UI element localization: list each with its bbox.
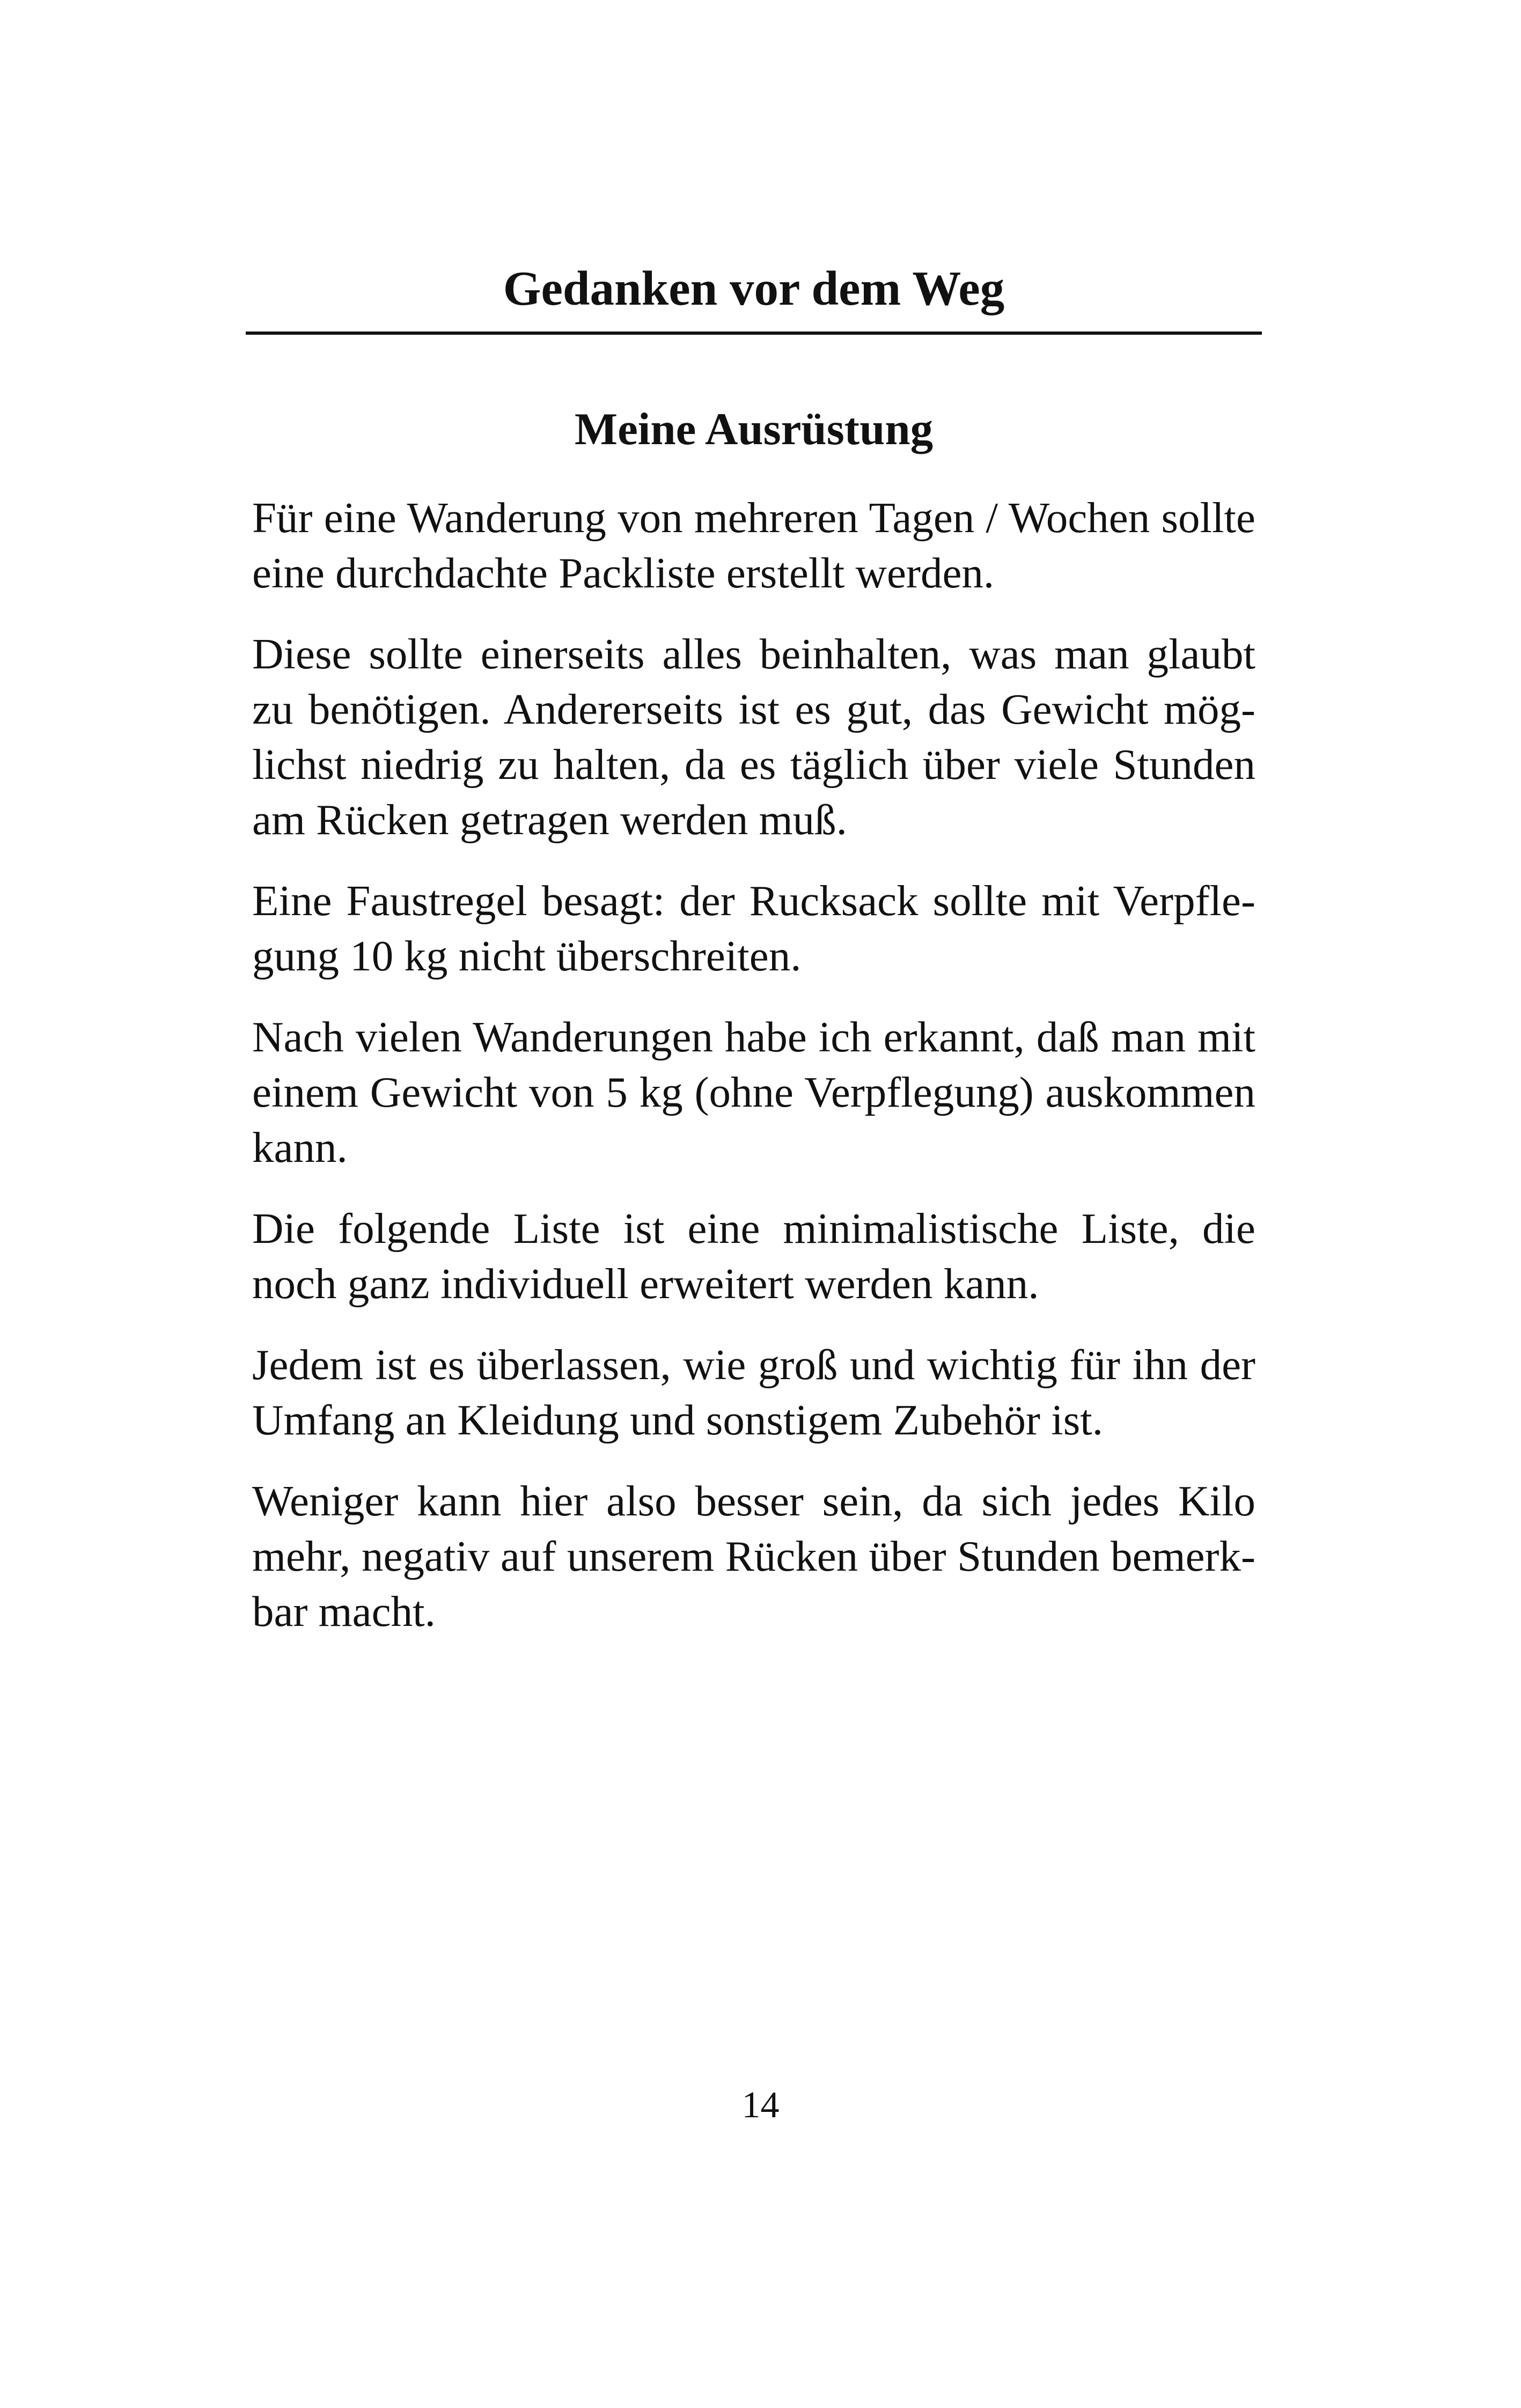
body-text: [252, 490, 1255, 1665]
header-rule: [246, 332, 1262, 335]
paragraph: Nach vielen Wanderungen habe ich erkannt, daß man mit einem Gewicht von 5 kg (ohne Verpflegung) auskommen kann.: [252, 1013, 1255, 1172]
section-title: Meine Ausrüstung: [574, 404, 934, 454]
paragraph: Für eine Wanderung von mehreren Tagen / Wochen sollte eine durchdachte Packliste erstellt werden.: [252, 494, 1255, 597]
running-header: Gedanken vor dem Weg: [503, 261, 1005, 315]
paragraph: Jedem ist es überlassen, wie groß und wichtig für ihn der Umfang an Kleidung und sonstigem Zubehör ist.: [252, 1341, 1255, 1444]
paragraph: Weniger kann hier also besser sein, da sich jedes Kilo mehr, negativ auf unserem Rücken über Stunden bemerkbar macht.: [252, 1477, 1255, 1636]
paragraph: Die folgende Liste ist eine minimalistische Liste, die noch ganz individuell erweitert werden kann.: [252, 1204, 1255, 1308]
page-number: 14: [741, 2085, 780, 2126]
paragraph: Eine Faustregel besagt: der Rucksack sollte mit Verpflegung 10 kg nicht überschreiten.: [252, 877, 1255, 980]
paragraph: Diese sollte einerseits alles beinhalten, was man glaubt zu benötigen. Andererseits ist es gut, das Gewicht möglichst niedrig zu halten, da es täglich über viele Stunden am Rücken getragen werden muß.: [252, 630, 1255, 844]
